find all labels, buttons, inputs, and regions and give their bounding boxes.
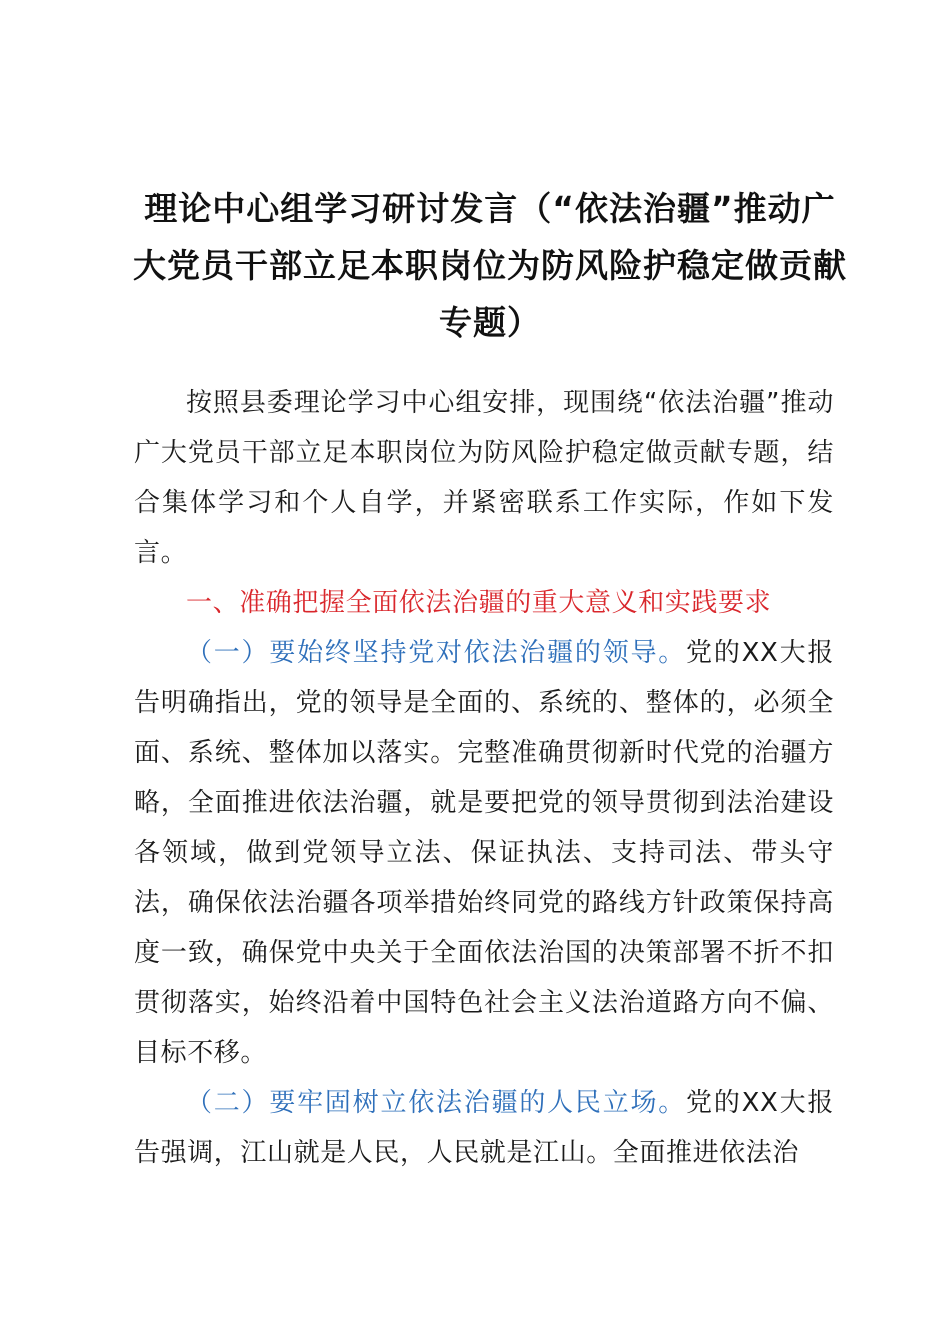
subsection-2-label: （二）要牢固树立依法治疆的人民立场。	[186, 1088, 687, 1118]
subsection-2-paragraph	[134, 1078, 834, 1178]
document-body	[134, 378, 834, 1178]
section-heading: 一、准确把握全面依法治疆的重大意义和实践要求	[186, 588, 772, 618]
subsection-1-paragraph	[134, 628, 834, 1078]
subsection-1-text: 党的XX大报告明确指出，党的领导是全面的、系统的、整体的，必须全面、系统、整体加以落实。完整准确贯彻新时代党的治疆方略，全面推进依法治疆，就是要把党的领导贯彻到法治建设各领域，做到党领导立法、保证执法、支持司法、带头守法，确保依法治疆各项举措始终同党的路线方针政策保持高度一致，确保党中央关于全面依法治国的决策部署不折不扣贯彻落实，始终沿着中国特色社会主义法治道路方向不偏、目标不移。	[134, 638, 834, 1068]
subsection-1-label: （一）要始终坚持党对依法治疆的领导。	[186, 638, 687, 668]
document-title: 理论中心组学习研讨发言（“依法治疆”推动广大党员干部立足本职岗位为防风险护稳定做贡献专题）	[133, 189, 847, 342]
subsection-2-text: 党的XX大报告强调，江山就是人民，人民就是江山。全面推进依法治	[134, 1088, 834, 1168]
intro-paragraph: 按照县委理论学习中心组安排，现围绕“依法治疆”推动广大党员干部立足本职岗位为防风险护稳定做贡献专题，结合集体学习和个人自学，并紧密联系工作实际，作如下发言。	[134, 388, 834, 568]
